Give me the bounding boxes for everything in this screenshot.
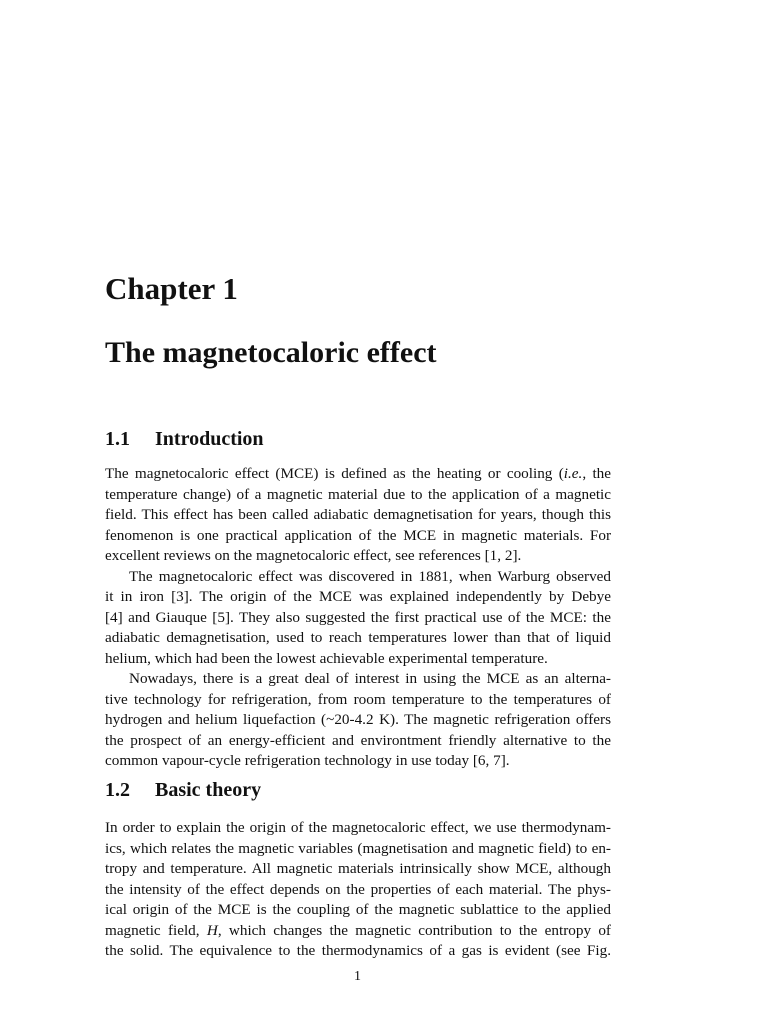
- text-line: tive technology for refrigeration, from room temperature to the temperatures of: [105, 690, 611, 708]
- section-heading-introduction: [105, 428, 264, 450]
- section-title: Introduction: [155, 428, 264, 450]
- text-line: Nowadays, there is a great deal of interest in using the MCE as an alterna-: [129, 670, 611, 687]
- chapter-title: The magnetocaloric effect: [105, 336, 437, 369]
- text-line: helium, which had been the lowest achievable experimental temperature.: [105, 649, 548, 667]
- text-line: the prospect of an energy-efficient and environtment friendly alternative to the: [105, 731, 611, 749]
- text-line: [4] and Giauque [5]. They also suggested the first practical use of the MCE: the: [105, 608, 611, 626]
- paragraph: [105, 818, 611, 962]
- text-line: the solid. The equivalence to the thermodynamics of a gas is evident (see Fig.: [105, 942, 611, 959]
- text-line: magnetic field, H, which changes the magnetic contribution to the entropy of: [105, 921, 611, 939]
- italic-text: i.e.: [563, 465, 583, 482]
- text-line: hydrogen and helium liquefaction (~20-4.2 K). The magnetic refrigeration offers: [105, 711, 611, 728]
- chapter-label: Chapter 1: [105, 271, 238, 306]
- text-line: excellent reviews on the magnetocaloric effect, see references [1, 2].: [105, 547, 522, 564]
- text-line: The magnetocaloric effect was discovered in 1881, when Warburg observed: [129, 567, 611, 585]
- text-line: field. This effect has been called adiabatic demagnetisation for years, though this: [105, 506, 611, 523]
- text-line: tropy and temperature. All magnetic materials intrinsically show MCE, although: [105, 860, 611, 877]
- section-title: Basic theory: [155, 779, 262, 801]
- text-line: ics, which relates the magnetic variables (magnetisation and magnetic field) to en-: [105, 839, 611, 857]
- text-line: The magnetocaloric effect (MCE) is defined as the heating or cooling (i.e., the: [105, 465, 612, 482]
- page-number: 1: [354, 969, 361, 984]
- paragraph: [105, 669, 611, 772]
- text-line: ical origin of the MCE is the coupling of the magnetic sublattice to the applied: [105, 901, 611, 918]
- text-line: temperature change) of a magnetic material due to the application of a magnetic: [105, 485, 611, 503]
- section-body-introduction: [105, 464, 611, 772]
- paragraph: [105, 567, 611, 670]
- text-line: the intensity of the effect depends on the properties of each material. The phys-: [105, 880, 611, 898]
- section-heading-basic-theory: [105, 779, 261, 801]
- paragraph: [105, 464, 611, 567]
- italic-text: H: [206, 921, 218, 939]
- text-line: common vapour-cycle refrigeration technology in use today [6, 7].: [105, 752, 510, 769]
- text-line: In order to explain the origin of the magnetocaloric effect, we use thermodynam-: [105, 819, 611, 836]
- text-line: adiabatic demagnetisation, used to reach temperatures lower than that of liquid: [105, 629, 611, 646]
- section-number: 1.1: [105, 428, 130, 450]
- section-number: 1.2: [105, 779, 130, 801]
- section-body-basic-theory: [105, 818, 611, 962]
- text-line: fenomenon is one practical application of the MCE in magnetic materials. For: [105, 526, 611, 544]
- text-line: it in iron [3]. The origin of the MCE was explained independently by Debye: [105, 588, 611, 605]
